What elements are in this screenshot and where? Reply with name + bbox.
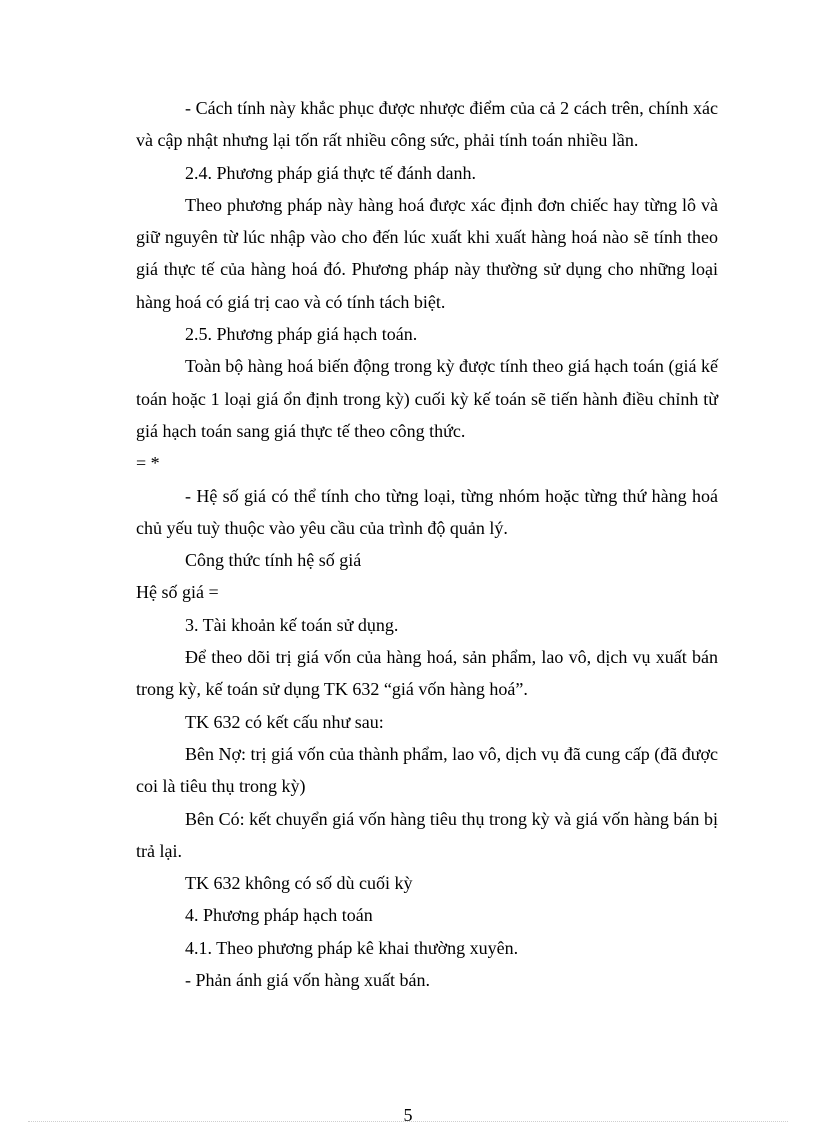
heading-4-1: 4.1. Theo phương pháp kê khai thường xuyên. (185, 937, 519, 958)
paragraph-cost-of-goods-sold: - Phản ánh giá vốn hàng xuất bán. (185, 970, 430, 991)
paragraph-debit-side: Bên Nợ: trị giá vốn của thành phẩm, lao vô, dịch vụ đã cung cấp (đã được coi là tiêu thụ trong kỳ) (136, 743, 718, 797)
page-number: 5 (403, 1105, 413, 1125)
paragraph-accounting-price: Toàn bộ hàng hoá biến động trong kỳ được tính theo giá hạch toán (giá kế toán hoặc 1 loại giá ổn định trong kỳ) cuối kỳ kế toán sẽ tiến hành điều chỉnh từ giá hạch toán sang giá thực tế theo công thức. (136, 356, 718, 441)
formula-line: = * (136, 453, 160, 474)
paragraph-coefficient-formula-title: Công thức tính hệ số giá (185, 550, 362, 571)
heading-3: 3. Tài khoản kế toán sử dụng. (185, 614, 399, 635)
paragraph-price-coefficient: - Hệ số giá có thể tính cho từng loại, từng nhóm hoặc từng thứ hàng hoá chủ yếu tuỳ thuộc vào yêu cầu của trình độ quản lý. (136, 485, 718, 538)
paragraph-tk632-structure: TK 632 có kết cấu như sau: (185, 711, 384, 732)
paragraph-credit-side: Bên Có: kết chuyển giá vốn hàng tiêu thụ trong kỳ và giá vốn hàng bán bị trả lại. (136, 808, 718, 861)
paragraph-method-remark: - Cách tính này khắc phục được nhược điểm của cả 2 cách trên, chính xác và cập nhật nhưng lại tốn rất nhiều công sức, phải tính toán nhiều lần. (136, 98, 718, 151)
document-body (136, 92, 718, 996)
coefficient-formula-line: Hệ số giá = (136, 582, 219, 603)
paragraph-tk632-balance: TK 632 không có số dù cuối kỳ (185, 873, 413, 894)
paragraph-specific-identification: Theo phương pháp này hàng hoá được xác định đơn chiếc hay từng lô và giữ nguyên từ lúc nhập vào cho đến lúc xuất khi xuất hàng hoá nào sẽ tính theo giá thực tế của hàng hoá đó. Phương pháp này thường sử dụng cho những loại hàng hoá có giá trị cao và có tính tách biệt. (136, 194, 718, 312)
footer-divider (28, 1121, 788, 1122)
heading-2-4: 2.4. Phương pháp giá thực tế đánh danh. (185, 162, 476, 183)
heading-4: 4. Phương pháp hạch toán (185, 905, 373, 926)
heading-2-5: 2.5. Phương pháp giá hạch toán. (185, 324, 418, 345)
paragraph-tk632-usage: Để theo dõi trị giá vốn của hàng hoá, sản phẩm, lao vô, dịch vụ xuất bán trong kỳ, kế toán sử dụng TK 632 “giá vốn hàng hoá”. (136, 647, 718, 700)
